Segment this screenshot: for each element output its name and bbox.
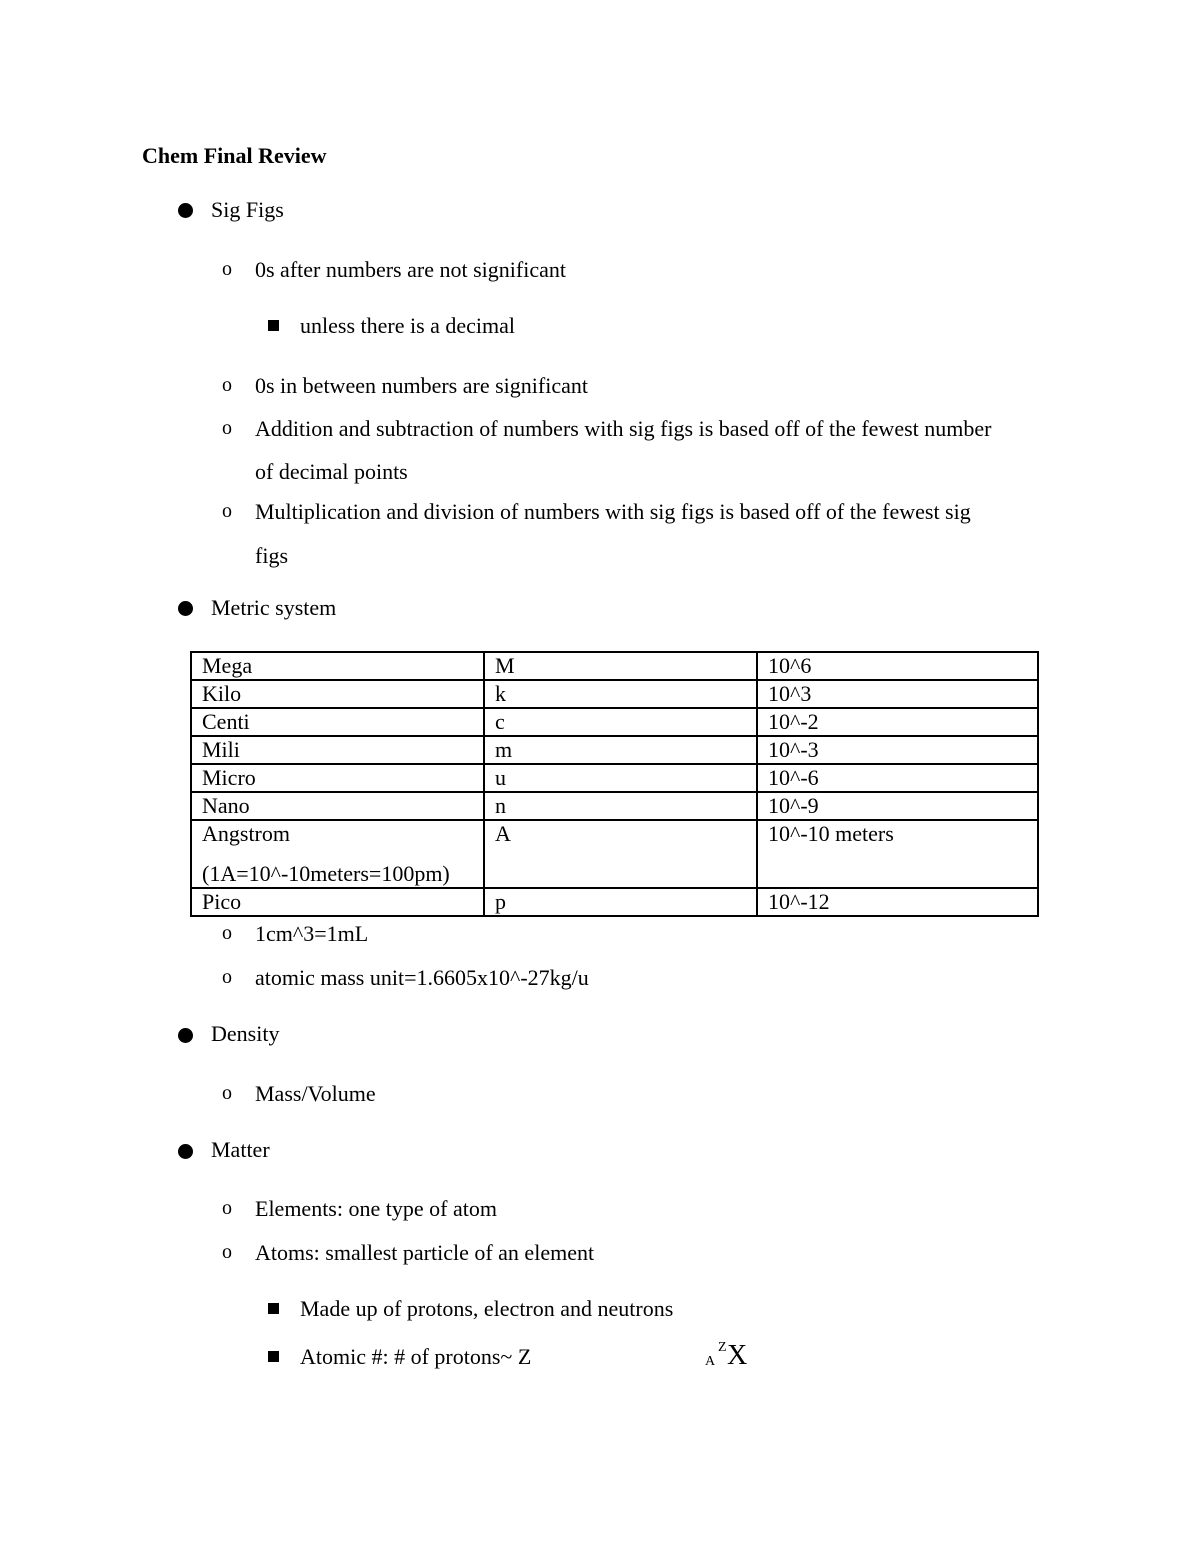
table-row <box>191 708 1038 736</box>
list-item: Atoms: smallest particle of an element <box>255 1240 595 1265</box>
mass-number-subscript: A <box>705 1354 716 1369</box>
table-cell: 10^3 <box>757 680 1038 708</box>
list-item: Addition and subtraction of numbers with sig figs is based off of the fewest number <box>255 416 992 441</box>
bullet-hollow: o <box>222 258 232 280</box>
table-cell <box>191 820 484 888</box>
metric-prefix-table <box>190 651 1039 917</box>
table-cell: A <box>484 820 757 888</box>
table-cell: Centi <box>191 708 484 736</box>
table-row <box>191 792 1038 820</box>
table-cell: p <box>484 888 757 916</box>
table-cell: 10^-2 <box>757 708 1038 736</box>
bullet-hollow: o <box>222 1241 232 1263</box>
table-cell: Mega <box>191 652 484 680</box>
table-row <box>191 888 1038 916</box>
section-heading-matter: Matter <box>211 1137 270 1162</box>
angstrom-note: (1A=10^-10meters=100pm) <box>202 861 450 886</box>
bullet-hollow: o <box>222 417 232 439</box>
table-cell: 10^-3 <box>757 736 1038 764</box>
list-item: 0s after numbers are not significant <box>255 257 566 282</box>
table-cell: Nano <box>191 792 484 820</box>
list-item: atomic mass unit=1.6605x10^-27kg/u <box>255 965 589 990</box>
bullet-filled <box>178 601 193 616</box>
bullet-square <box>268 1303 279 1314</box>
page-title: Chem Final Review <box>142 143 327 168</box>
table-cell: 10^-10 meters <box>757 820 1038 888</box>
table-cell: Micro <box>191 764 484 792</box>
list-item-continuation: figs <box>255 543 288 568</box>
table-cell: k <box>484 680 757 708</box>
table-cell: c <box>484 708 757 736</box>
bullet-hollow: o <box>222 922 232 944</box>
bullet-filled <box>178 1144 193 1159</box>
table-cell: m <box>484 736 757 764</box>
table-row <box>191 736 1038 764</box>
bullet-hollow: o <box>222 1082 232 1104</box>
table-row <box>191 680 1038 708</box>
list-item: Multiplication and division of numbers with sig figs is based off of the fewest sig <box>255 499 971 524</box>
element-symbol: X <box>727 1340 748 1371</box>
bullet-hollow: o <box>222 500 232 522</box>
bullet-hollow: o <box>222 966 232 988</box>
table-cell: Mili <box>191 736 484 764</box>
list-item: Mass/Volume <box>255 1081 376 1106</box>
table-cell: n <box>484 792 757 820</box>
list-item: unless there is a decimal <box>300 313 516 338</box>
bullet-filled <box>178 1028 193 1043</box>
table-cell: Kilo <box>191 680 484 708</box>
table-row <box>191 652 1038 680</box>
table-cell: 10^-12 <box>757 888 1038 916</box>
table-cell: M <box>484 652 757 680</box>
bullet-hollow: o <box>222 374 232 396</box>
atomic-number-superscript: Z <box>718 1340 727 1355</box>
list-item: Made up of protons, electron and neutrons <box>300 1296 674 1321</box>
table-cell: 10^6 <box>757 652 1038 680</box>
list-item: 1cm^3=1mL <box>255 921 369 946</box>
table-cell: 10^-6 <box>757 764 1038 792</box>
cell-text: Angstrom <box>202 821 290 846</box>
list-item: 0s in between numbers are significant <box>255 373 588 398</box>
bullet-square <box>268 320 279 331</box>
table-cell: Pico <box>191 888 484 916</box>
bullet-square <box>268 1351 279 1362</box>
bullet-filled <box>178 203 193 218</box>
table-row <box>191 764 1038 792</box>
table-cell: 10^-9 <box>757 792 1038 820</box>
table-row <box>191 820 1038 888</box>
section-heading-sig-figs: Sig Figs <box>211 197 284 222</box>
list-item: Atomic #: # of protons~ Z <box>300 1344 532 1369</box>
list-item-continuation: of decimal points <box>255 459 408 484</box>
table-cell: u <box>484 764 757 792</box>
list-item: Elements: one type of atom <box>255 1196 497 1221</box>
section-heading-metric: Metric system <box>211 595 337 620</box>
section-heading-density: Density <box>211 1021 280 1046</box>
bullet-hollow: o <box>222 1197 232 1219</box>
